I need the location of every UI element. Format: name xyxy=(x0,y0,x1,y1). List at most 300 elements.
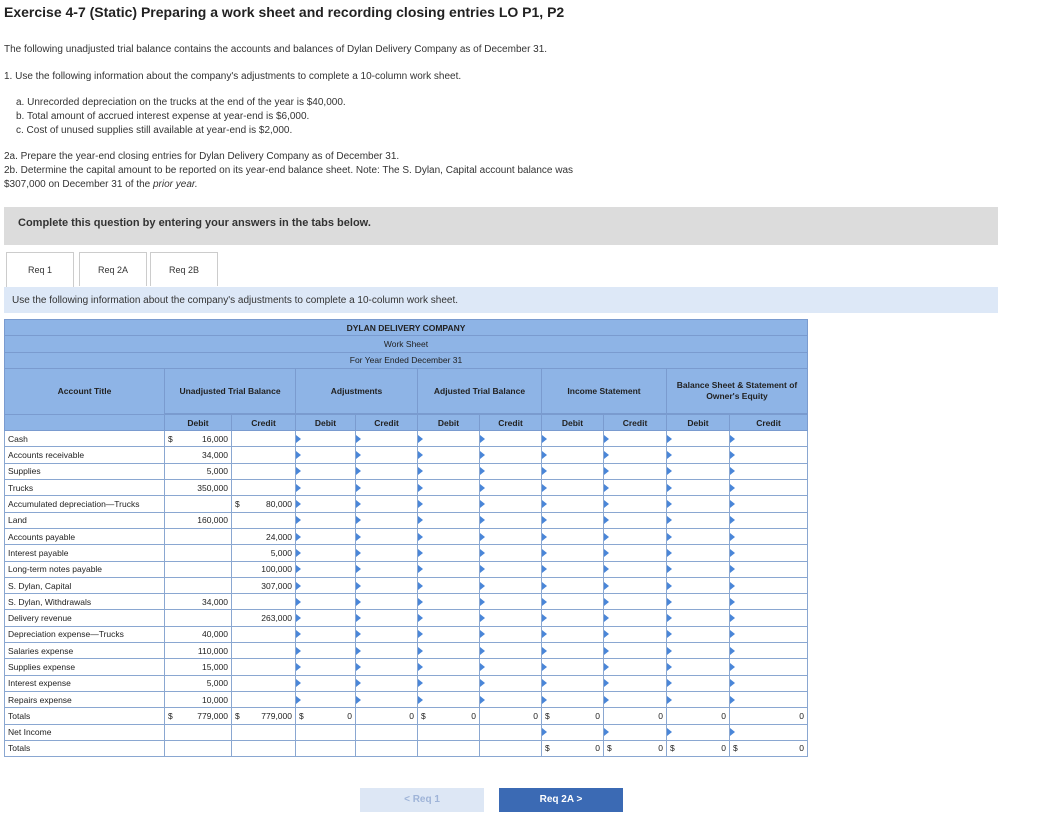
worksheet-input[interactable] xyxy=(604,626,667,642)
worksheet-input[interactable] xyxy=(356,610,418,626)
worksheet-input[interactable] xyxy=(667,724,730,740)
amount: 307,000 xyxy=(261,580,292,591)
worksheet-input[interactable] xyxy=(542,496,604,512)
worksheet-input[interactable] xyxy=(604,659,667,675)
worksheet-input[interactable] xyxy=(418,561,480,577)
final-total xyxy=(542,740,604,756)
amount: 350,000 xyxy=(197,482,228,493)
amount: 0 xyxy=(409,710,414,721)
worksheet-input[interactable] xyxy=(604,480,667,496)
worksheet-input[interactable] xyxy=(418,528,480,544)
unadjusted-debit xyxy=(165,577,232,593)
account-title: Accounts receivable xyxy=(5,447,165,463)
unadjusted-debit xyxy=(165,447,232,463)
worksheet-input[interactable] xyxy=(542,724,604,740)
amount: 0 xyxy=(799,710,804,721)
worksheet-input[interactable] xyxy=(604,643,667,659)
question-2a-text: 2a. Prepare the year-end closing entries for Dylan Delivery Company as of December 31. xyxy=(4,151,400,162)
amount: 34,000 xyxy=(202,596,228,607)
amount: 15,000 xyxy=(202,661,228,672)
worksheet-input[interactable] xyxy=(418,577,480,593)
worksheet-input[interactable] xyxy=(604,610,667,626)
worksheet-input[interactable] xyxy=(667,626,730,642)
currency-symbol: $ xyxy=(168,710,173,721)
worksheet-input[interactable] xyxy=(480,447,542,463)
worksheet-input[interactable] xyxy=(730,594,808,610)
unadjusted-credit-total xyxy=(232,708,296,724)
worksheet-input[interactable] xyxy=(356,561,418,577)
totals-row xyxy=(5,708,808,724)
worksheet-input[interactable] xyxy=(356,528,418,544)
worksheet-input[interactable] xyxy=(480,512,542,528)
worksheet-input[interactable] xyxy=(356,626,418,642)
worksheet-input[interactable] xyxy=(296,463,356,479)
worksheet-input[interactable] xyxy=(356,577,418,593)
account-title: Depreciation expense—Trucks xyxy=(5,626,165,642)
worksheet-input[interactable] xyxy=(356,594,418,610)
prev-label: Req 1 xyxy=(412,794,440,805)
unadjusted-credit xyxy=(232,528,296,544)
worksheet-input[interactable] xyxy=(418,659,480,675)
next-button[interactable]: Req 2A > xyxy=(499,788,623,812)
tab-req-1[interactable]: Req 1 xyxy=(6,252,74,288)
worksheet-input[interactable] xyxy=(667,447,730,463)
worksheet-input[interactable] xyxy=(418,643,480,659)
account-title: Interest expense xyxy=(5,675,165,691)
worksheet-input[interactable] xyxy=(542,545,604,561)
credit-header: Credit xyxy=(730,414,808,430)
worksheet-input[interactable] xyxy=(730,545,808,561)
worksheet-input[interactable] xyxy=(667,480,730,496)
worksheet-input[interactable] xyxy=(480,594,542,610)
table-row xyxy=(5,463,808,479)
worksheet-input[interactable] xyxy=(296,577,356,593)
unadjusted-debit xyxy=(165,561,232,577)
worksheet-input[interactable] xyxy=(418,512,480,528)
unadjusted-credit xyxy=(232,691,296,707)
account-title: Interest payable xyxy=(5,545,165,561)
unadjusted-credit xyxy=(232,545,296,561)
worksheet-input[interactable] xyxy=(667,561,730,577)
table-row xyxy=(5,496,808,512)
unadjusted-debit xyxy=(165,431,232,447)
worksheet-input[interactable] xyxy=(604,577,667,593)
worksheet-input[interactable] xyxy=(480,610,542,626)
prior-year-text: prior year. xyxy=(153,179,198,190)
amount: 10,000 xyxy=(202,694,228,705)
worksheet-input[interactable] xyxy=(604,545,667,561)
worksheet-input[interactable] xyxy=(667,643,730,659)
worksheet-input[interactable] xyxy=(604,447,667,463)
prev-button[interactable]: < Req 1 xyxy=(360,788,484,812)
worksheet-input[interactable] xyxy=(296,610,356,626)
worksheet-input[interactable] xyxy=(730,512,808,528)
worksheet-input[interactable] xyxy=(604,496,667,512)
tab-instruction xyxy=(4,287,998,313)
table-row xyxy=(5,447,808,463)
final-totals-row xyxy=(5,740,808,756)
worksheet-input[interactable] xyxy=(542,659,604,675)
unadjusted-debit xyxy=(165,480,232,496)
empty-cell xyxy=(418,740,480,756)
empty-cell xyxy=(165,740,232,756)
worksheet-input[interactable] xyxy=(730,528,808,544)
worksheet-input[interactable] xyxy=(480,431,542,447)
worksheet-input[interactable] xyxy=(480,480,542,496)
net-income-label: Net Income xyxy=(5,724,165,740)
worksheet-input[interactable] xyxy=(296,512,356,528)
empty-cell xyxy=(356,740,418,756)
amount: 24,000 xyxy=(266,531,292,542)
sheet-period: For Year Ended December 31 xyxy=(5,352,808,368)
amount: 40,000 xyxy=(202,629,228,640)
empty-cell xyxy=(232,724,296,740)
worksheet-input[interactable] xyxy=(356,496,418,512)
worksheet-input[interactable] xyxy=(667,496,730,512)
unadjusted-debit xyxy=(165,675,232,691)
amount: 263,000 xyxy=(261,613,292,624)
table-row xyxy=(5,512,808,528)
instruction-banner xyxy=(4,207,998,245)
worksheet-input[interactable] xyxy=(542,561,604,577)
table-row xyxy=(5,610,808,626)
unadjusted-credit xyxy=(232,659,296,675)
currency-symbol: $ xyxy=(670,743,675,754)
currency-symbol: $ xyxy=(299,710,304,721)
worksheet-input[interactable] xyxy=(667,528,730,544)
worksheet-input[interactable] xyxy=(730,463,808,479)
worksheet-input[interactable] xyxy=(730,626,808,642)
worksheet-input[interactable] xyxy=(542,594,604,610)
unadjusted-credit xyxy=(232,496,296,512)
worksheet-input[interactable] xyxy=(604,431,667,447)
worksheet-input[interactable] xyxy=(356,691,418,707)
worksheet-input[interactable] xyxy=(604,724,667,740)
question-2b-text: 2b. Determine the capital amount to be reported on its year-end balance sheet. Note: The S. Dylan, Capital account balance was xyxy=(4,165,574,176)
question-2b-text-cont xyxy=(4,179,198,190)
currency-symbol: $ xyxy=(545,710,550,721)
worksheet-input[interactable] xyxy=(296,675,356,691)
amount: 5,000 xyxy=(270,547,292,558)
credit-header: Credit xyxy=(356,414,418,430)
account-title: Cash xyxy=(5,431,165,447)
company-name: DYLAN DELIVERY COMPANY xyxy=(5,320,808,336)
final-total xyxy=(730,740,808,756)
question-2b-cont-text: $307,000 on December 31 of the xyxy=(4,179,153,190)
worksheet-input[interactable] xyxy=(356,447,418,463)
worksheet-input[interactable] xyxy=(667,594,730,610)
worksheet-input[interactable] xyxy=(356,463,418,479)
worksheet-input[interactable] xyxy=(667,610,730,626)
worksheet-input[interactable] xyxy=(480,675,542,691)
next-label: Req 2A xyxy=(539,794,574,805)
worksheet-input[interactable] xyxy=(604,675,667,691)
unadjusted-debit xyxy=(165,610,232,626)
worksheet-input[interactable] xyxy=(480,528,542,544)
sheet-name: Work Sheet xyxy=(5,336,808,352)
totals-label: Totals xyxy=(5,740,165,756)
worksheet-input[interactable] xyxy=(730,610,808,626)
amount: 0 xyxy=(595,743,600,754)
empty-cell xyxy=(356,724,418,740)
intro-text: The following unadjusted trial balance contains the accounts and balances of Dylan Delivery Company as of December 31. xyxy=(4,44,548,55)
worksheet-input[interactable] xyxy=(667,675,730,691)
group-balance-sheet: Balance Sheet & Statement of Owner's Equity xyxy=(667,368,808,413)
unadjusted-credit xyxy=(232,447,296,463)
worksheet-input[interactable] xyxy=(480,545,542,561)
worksheet-input[interactable] xyxy=(667,577,730,593)
worksheet-input[interactable] xyxy=(542,512,604,528)
worksheet-input[interactable] xyxy=(730,643,808,659)
worksheet-input[interactable] xyxy=(542,447,604,463)
question-1-text: 1. Use the following information about the company's adjustments to complete a 10-column work sheet. xyxy=(4,71,462,82)
totals-label: Totals xyxy=(5,708,165,724)
worksheet-input[interactable] xyxy=(730,561,808,577)
worksheet-input[interactable] xyxy=(418,545,480,561)
empty-cell xyxy=(232,740,296,756)
worksheet-input[interactable] xyxy=(296,496,356,512)
amount: 0 xyxy=(799,743,804,754)
unadjusted-debit-total xyxy=(165,708,232,724)
group-income-statement: Income Statement xyxy=(542,368,667,413)
tab-req-2a[interactable]: Req 2A xyxy=(79,252,147,286)
unadjusted-credit xyxy=(232,594,296,610)
unadjusted-debit xyxy=(165,496,232,512)
worksheet-input[interactable] xyxy=(418,480,480,496)
table-row xyxy=(5,545,808,561)
empty-cell xyxy=(418,724,480,740)
worksheet-input[interactable] xyxy=(480,577,542,593)
worksheet-input[interactable] xyxy=(480,463,542,479)
currency-symbol: $ xyxy=(421,710,426,721)
unadjusted-credit xyxy=(232,463,296,479)
worksheet-input[interactable] xyxy=(604,528,667,544)
tab-req-2b[interactable]: Req 2B xyxy=(150,252,218,286)
worksheet-input[interactable] xyxy=(418,463,480,479)
table-row xyxy=(5,577,808,593)
worksheet-input[interactable] xyxy=(418,594,480,610)
worksheet-input[interactable] xyxy=(542,431,604,447)
worksheet-input[interactable] xyxy=(480,691,542,707)
debit-header: Debit xyxy=(296,414,356,430)
worksheet-input[interactable] xyxy=(356,659,418,675)
worksheet-input[interactable] xyxy=(356,512,418,528)
worksheet-input[interactable] xyxy=(296,528,356,544)
worksheet-input[interactable] xyxy=(667,691,730,707)
worksheet-input[interactable] xyxy=(730,659,808,675)
worksheet-input[interactable] xyxy=(730,496,808,512)
worksheet-input[interactable] xyxy=(730,480,808,496)
worksheet-input[interactable] xyxy=(730,431,808,447)
unadjusted-debit xyxy=(165,545,232,561)
credit-header: Credit xyxy=(604,414,667,430)
currency-symbol: $ xyxy=(733,743,738,754)
banner-text: Complete this question by entering your answers in the tabs below. xyxy=(18,217,371,229)
account-title: S. Dylan, Capital xyxy=(5,577,165,593)
worksheet-input[interactable] xyxy=(356,480,418,496)
credit-header: Credit xyxy=(232,414,296,430)
worksheet-input[interactable] xyxy=(296,659,356,675)
worksheet-input[interactable] xyxy=(296,561,356,577)
unadjusted-debit xyxy=(165,659,232,675)
worksheet-input[interactable] xyxy=(418,626,480,642)
debit-header: Debit xyxy=(542,414,604,430)
amount: 80,000 xyxy=(266,499,292,510)
account-title: Supplies xyxy=(5,463,165,479)
amount: 0 xyxy=(595,710,600,721)
worksheet-input[interactable] xyxy=(667,431,730,447)
table-row xyxy=(5,561,808,577)
account-title: Land xyxy=(5,512,165,528)
table-row xyxy=(5,626,808,642)
table-row xyxy=(5,643,808,659)
amount: 779,000 xyxy=(197,710,228,721)
worksheet-input[interactable] xyxy=(418,610,480,626)
worksheet-input[interactable] xyxy=(418,496,480,512)
unadjusted-credit xyxy=(232,577,296,593)
worksheet-input[interactable] xyxy=(667,545,730,561)
amount: 16,000 xyxy=(202,433,228,444)
column-total xyxy=(296,708,356,724)
debit-header: Debit xyxy=(418,414,480,430)
amount: 0 xyxy=(658,710,663,721)
amount: 0 xyxy=(533,710,538,721)
table-row xyxy=(5,431,808,447)
worksheet-input[interactable] xyxy=(604,561,667,577)
col-account-title: Account Title xyxy=(5,368,165,414)
worksheet-input[interactable] xyxy=(730,724,808,740)
worksheet-input[interactable] xyxy=(480,626,542,642)
unadjusted-debit xyxy=(165,528,232,544)
empty-cell xyxy=(165,724,232,740)
empty-cell xyxy=(480,724,542,740)
worksheet-input[interactable] xyxy=(418,675,480,691)
currency-symbol: $ xyxy=(235,710,240,721)
worksheet-input[interactable] xyxy=(730,577,808,593)
adjustment-a: a. Unrecorded depreciation on the trucks at the end of the year is $40,000. xyxy=(16,97,346,108)
account-title: Salaries expense xyxy=(5,643,165,659)
worksheet-input[interactable] xyxy=(480,643,542,659)
empty-cell xyxy=(480,740,542,756)
worksheet-input[interactable] xyxy=(542,610,604,626)
worksheet-input[interactable] xyxy=(542,626,604,642)
worksheet-input[interactable] xyxy=(418,431,480,447)
account-title: Accounts payable xyxy=(5,528,165,544)
unadjusted-debit xyxy=(165,512,232,528)
worksheet-input[interactable] xyxy=(542,463,604,479)
worksheet-input[interactable] xyxy=(296,643,356,659)
worksheet-input[interactable] xyxy=(296,691,356,707)
account-title: Repairs expense xyxy=(5,691,165,707)
worksheet-input[interactable] xyxy=(730,691,808,707)
worksheet-input[interactable] xyxy=(730,447,808,463)
worksheet-input[interactable] xyxy=(356,431,418,447)
table-row xyxy=(5,675,808,691)
debit-header: Debit xyxy=(165,414,232,430)
amount: 160,000 xyxy=(197,515,228,526)
worksheet-input[interactable] xyxy=(480,496,542,512)
unadjusted-debit xyxy=(165,626,232,642)
worksheet-input[interactable] xyxy=(667,659,730,675)
column-total xyxy=(480,708,542,724)
account-title: Trucks xyxy=(5,480,165,496)
account-title: Supplies expense xyxy=(5,659,165,675)
worksheet-input[interactable] xyxy=(480,561,542,577)
final-total xyxy=(604,740,667,756)
table-row xyxy=(5,480,808,496)
worksheet-input[interactable] xyxy=(418,691,480,707)
worksheet-input[interactable] xyxy=(604,463,667,479)
worksheet-input[interactable] xyxy=(296,480,356,496)
unadjusted-debit xyxy=(165,594,232,610)
worksheet-input[interactable] xyxy=(296,594,356,610)
worksheet-input[interactable] xyxy=(667,463,730,479)
worksheet-input[interactable] xyxy=(296,447,356,463)
unadjusted-debit xyxy=(165,463,232,479)
worksheet-input[interactable] xyxy=(667,512,730,528)
worksheet-input[interactable] xyxy=(542,643,604,659)
amount: 34,000 xyxy=(202,450,228,461)
amount: 0 xyxy=(347,710,352,721)
amount: 0 xyxy=(721,710,726,721)
empty-cell xyxy=(296,724,356,740)
worksheet-input[interactable] xyxy=(542,675,604,691)
worksheet-input[interactable] xyxy=(356,643,418,659)
unadjusted-credit xyxy=(232,610,296,626)
amount: 110,000 xyxy=(197,645,228,656)
column-total xyxy=(542,708,604,724)
unadjusted-debit xyxy=(165,691,232,707)
worksheet-input[interactable] xyxy=(296,431,356,447)
group-adjusted-tb: Adjusted Trial Balance xyxy=(418,368,542,413)
amount: 0 xyxy=(658,743,663,754)
currency-symbol: $ xyxy=(545,743,550,754)
unadjusted-credit xyxy=(232,561,296,577)
worksheet-input[interactable] xyxy=(542,577,604,593)
worksheet-input[interactable] xyxy=(604,594,667,610)
unadjusted-credit xyxy=(232,512,296,528)
worksheet-input[interactable] xyxy=(418,447,480,463)
column-total xyxy=(418,708,480,724)
worksheet-input[interactable] xyxy=(296,545,356,561)
worksheet-input[interactable] xyxy=(604,691,667,707)
worksheet-input[interactable] xyxy=(542,480,604,496)
unadjusted-credit xyxy=(232,643,296,659)
worksheet-input[interactable] xyxy=(730,675,808,691)
worksheet-input[interactable] xyxy=(480,659,542,675)
credit-header: Credit xyxy=(480,414,542,430)
worksheet-input[interactable] xyxy=(356,545,418,561)
amount: 100,000 xyxy=(261,564,292,575)
currency-symbol: $ xyxy=(607,743,612,754)
amount: 0 xyxy=(721,743,726,754)
worksheet-input[interactable] xyxy=(296,626,356,642)
adjustment-c: c. Cost of unused supplies still available at year-end is $2,000. xyxy=(16,125,293,136)
final-total xyxy=(667,740,730,756)
amount: 5,000 xyxy=(206,678,228,689)
unadjusted-credit xyxy=(232,431,296,447)
worksheet-input[interactable] xyxy=(604,512,667,528)
column-total xyxy=(667,708,730,724)
account-title: Delivery revenue xyxy=(5,610,165,626)
currency-symbol: $ xyxy=(235,499,240,510)
worksheet-input[interactable] xyxy=(356,675,418,691)
worksheet-input[interactable] xyxy=(542,528,604,544)
unadjusted-credit xyxy=(232,626,296,642)
group-adjustments: Adjustments xyxy=(296,368,418,413)
worksheet-input[interactable] xyxy=(542,691,604,707)
column-total xyxy=(356,708,418,724)
